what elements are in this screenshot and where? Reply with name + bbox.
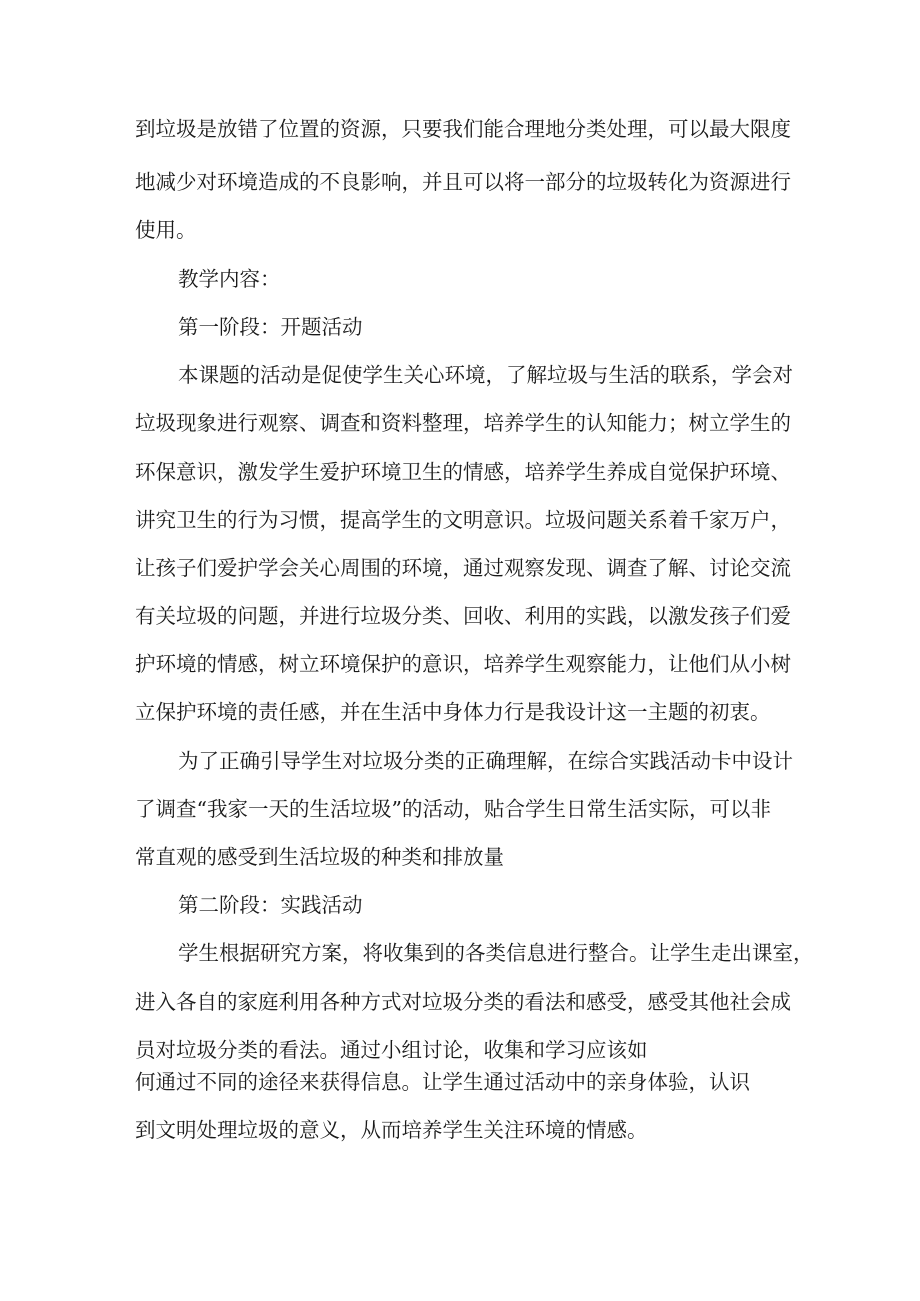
text-line: 学生根据研究方案，将收集到的各类信息进行整合。让学生走出课室， [178, 941, 814, 965]
text-line: 进入各自的家庭利用各种方式对垃圾分类的看法和感受，感受其他社会成 [135, 990, 791, 1014]
text-line: 讲究卫生的行为习惯，提高学生的文明意识。垃圾问题关系着千家万户， [135, 508, 791, 532]
text-line: 到文明处理垃圾的意义，从而培养学生关注环境的情感。 [135, 1118, 648, 1142]
text-line: 让孩子们爱护学会关心周围的环境，通过观察发现、调查了解、讨论交流 [135, 556, 791, 580]
text-line: 本课题的活动是促使学生关心环境，了解垃圾与生活的联系，学会对 [178, 363, 793, 387]
section-heading: 第二阶段：实践活动 [178, 893, 363, 917]
text-line: 地减少对环境造成的不良影响，并且可以将一部分的垃圾转化为资源进行 [135, 170, 791, 194]
text-line: 立保护环境的责任感，并在生活中身体力行是我设计这一主题的初衷。 [135, 700, 771, 724]
text-line: 了调查“我家一天的生活垃圾”的活动，贴合学生日常生活实际，可以非 [135, 797, 771, 821]
text-line: 有关垃圾的问题，并进行垃圾分类、回收、利用的实践，以激发孩子们爱 [135, 604, 791, 628]
text-line: 环保意识，激发学生爱护环境卫生的情感，培养学生养成自觉保护环境、 [135, 460, 791, 484]
text-line: 员对垃圾分类的看法。通过小组讨论，收集和学习应该如 [135, 1038, 648, 1062]
text-line: 到垃圾是放错了位置的资源，只要我们能合理地分类处理，可以最大限度 [135, 117, 791, 141]
section-heading: 教学内容： [178, 267, 281, 291]
text-line: 护环境的情感，树立环境保护的意识，培养学生观察能力，让他们从小树 [135, 652, 791, 676]
text-line: 何通过不同的途径来获得信息。让学生通过活动中的亲身体验，认识 [135, 1070, 750, 1094]
text-line: 为了正确引导学生对垃圾分类的正确理解，在综合实践活动卡中设计 [178, 749, 793, 773]
text-line: 垃圾现象进行观察、调查和资料整理，培养学生的认知能力；树立学生的 [135, 411, 791, 435]
section-heading: 第一阶段：开题活动 [178, 315, 363, 339]
text-line: 使用。 [135, 218, 197, 242]
text-line: 常直观的感受到生活垃圾的种类和排放量 [135, 845, 504, 869]
